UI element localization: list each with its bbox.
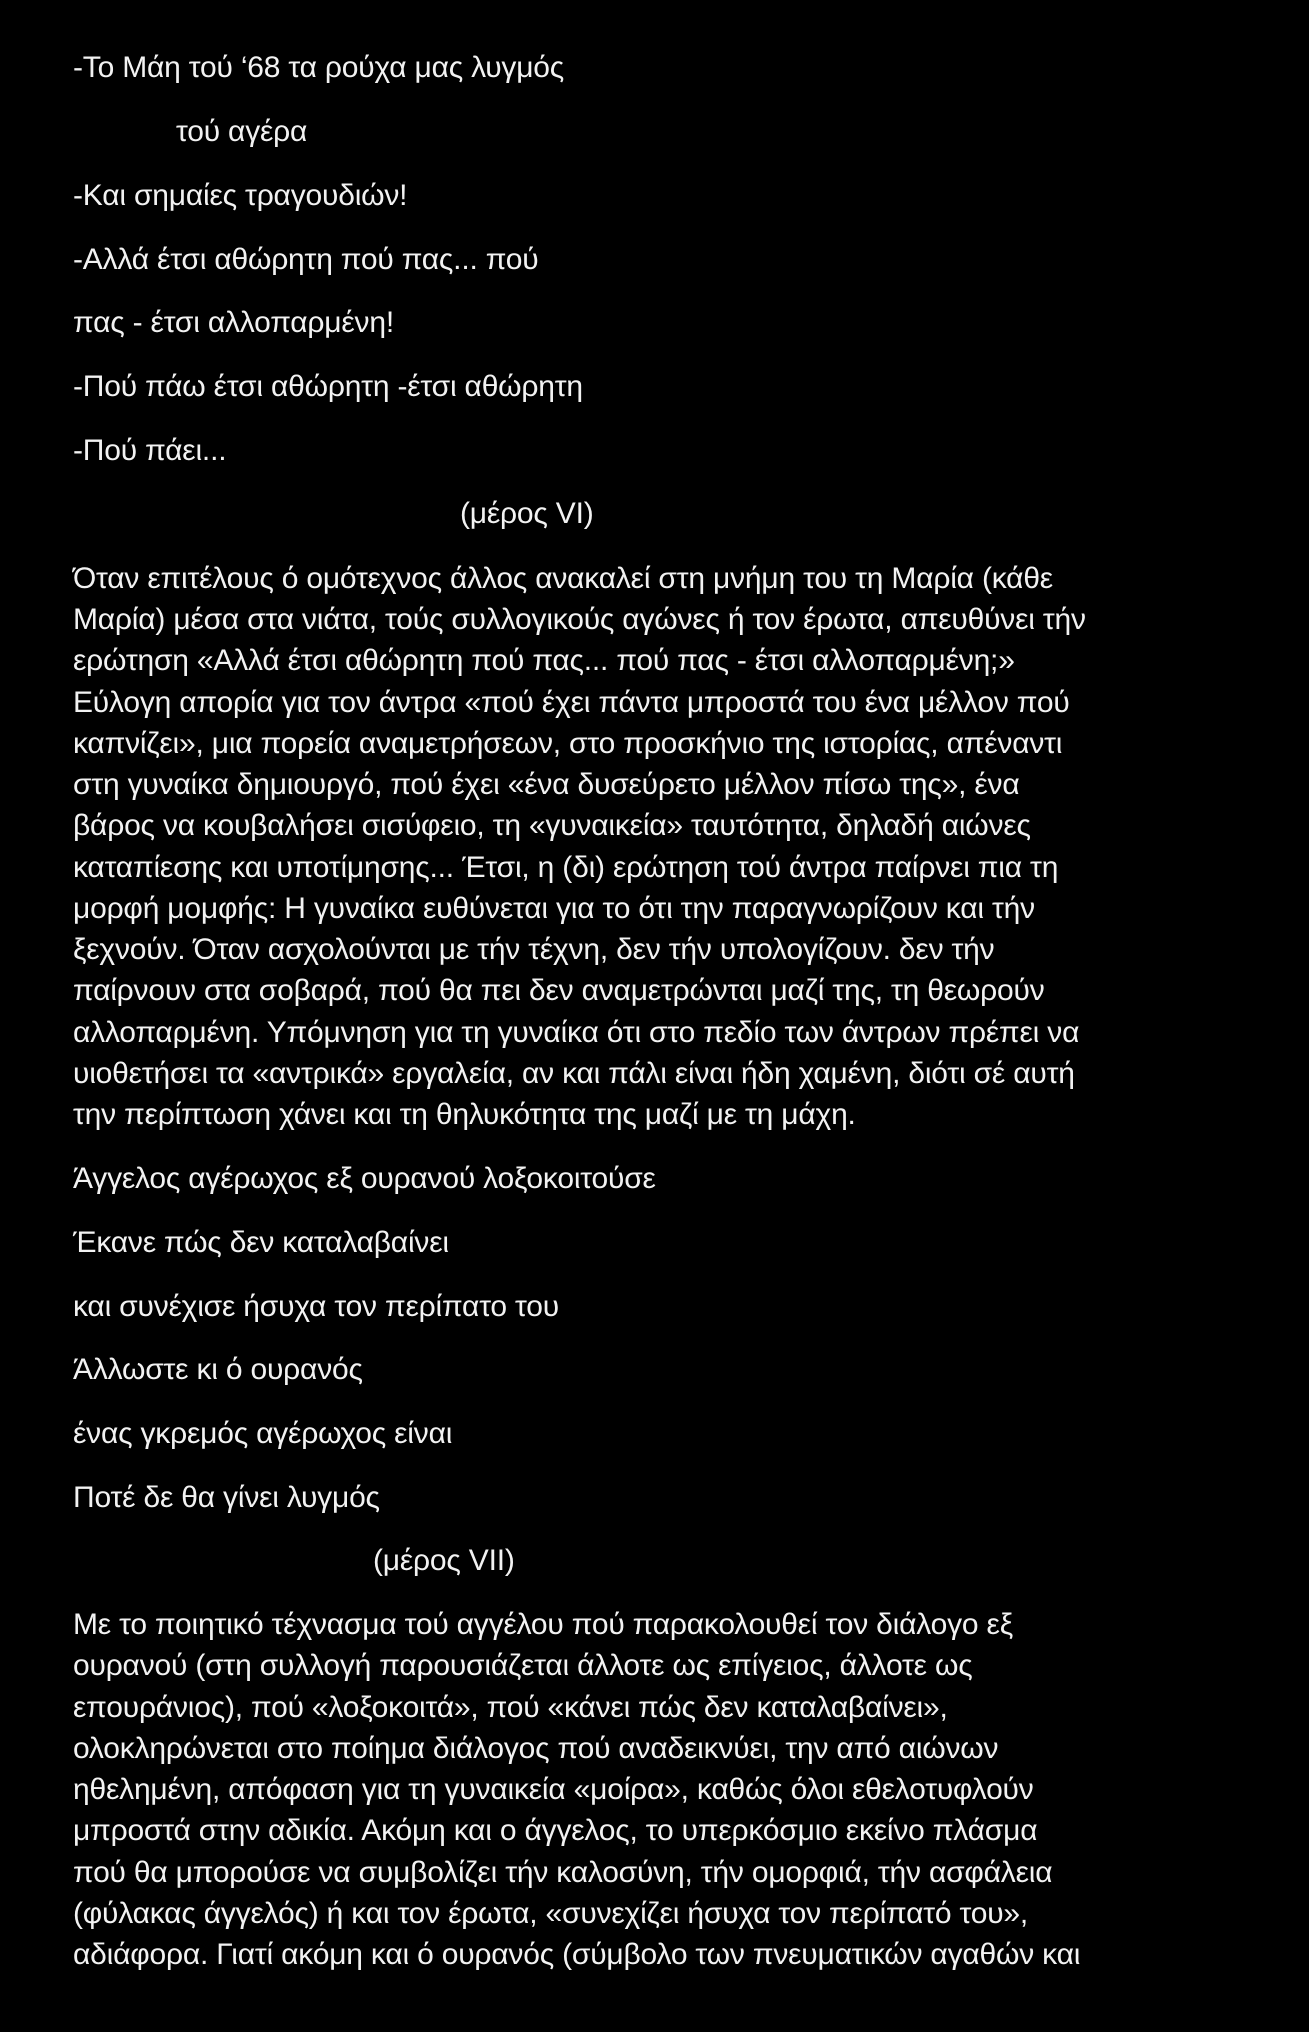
- paragraph-line: Εύλογη απορία για τον άντρα «πού έχει πάντα μπροστά του ένα μέλλον πού: [73, 686, 1070, 719]
- paragraph-line: καπνίζει», μια πορεία αναμετρήσεων, στο προσκήνιο της ιστορίας, απέναντι: [73, 727, 1063, 760]
- paragraph-line: ουρανού (στη συλλογή παρουσιάζεται άλλοτε ως επίγειος, άλλοτε ως: [73, 1649, 973, 1682]
- paragraph-line: Όταν επιτέλους ό ομότεχνος άλλος ανακαλεί στη μνήμη του τη Μαρία (κάθε: [73, 562, 1053, 595]
- poem-line: Έκανε πώς δεν καταλαβαίνει: [73, 1226, 449, 1259]
- poem-line: ένας γκρεμός αγέρωχος είναι: [73, 1417, 453, 1450]
- paragraph-line: παίρνουν στα σοβαρά, πού θα πει δεν αναμετρώνται μαζί της, τη θεωρούν: [73, 974, 1045, 1007]
- poem-line: Ποτέ δε θα γίνει λυγμός: [73, 1481, 380, 1514]
- poem-line: πας - έτσι αλλοπαρμένη!: [73, 306, 394, 339]
- paragraph-line: ηθελημένη, απόφαση για τη γυναικεία «μοίρα», καθώς όλοι εθελοτυφλούν: [73, 1773, 1034, 1806]
- paragraph-line: ξεχνούν. Όταν ασχολούνται με τήν τέχνη, δεν τήν υπολογίζουν. δεν τήν: [73, 933, 995, 966]
- paragraph-line: μπροστά στην αδικία. Ακόμη και ο άγγελος, το υπερκόσμιο εκείνο πλάσμα: [73, 1814, 1038, 1847]
- paragraph-line: πού θα μπορούσε να συμβολίζει τήν καλοσύνη, τήν ομορφιά, τήν ασφάλεια: [73, 1856, 1053, 1889]
- poem-line: -Το Μάη τού ‘68 τα ρούχα μας λυγμός: [73, 51, 565, 84]
- paragraph-line: Μαρία) μέσα στα νιάτα, τούς συλλογικούς αγώνες ή τον έρωτα, απευθύνει τήν: [73, 603, 1086, 636]
- section-heading: (μέρος VI): [460, 497, 594, 530]
- poem-line: -Πού πάει...: [73, 434, 227, 467]
- poem-line: -Και σημαίες τραγουδιών!: [73, 179, 408, 212]
- paragraph-line: μορφή μομφής: Η γυναίκα ευθύνεται για το ότι την παραγνωρίζουν και τήν: [73, 892, 1035, 925]
- paragraph-line: βάρος να κουβαλήσει σισύφειο, τη «γυναικεία» ταυτότητα, δηλαδή αιώνες: [73, 809, 1031, 842]
- paragraph-line: (φύλακας άγγελός) ή και τον έρωτα, «συνεχίζει ήσυχα τον περίπατό του»,: [73, 1897, 1029, 1930]
- paragraph-line: επουράνιος), πού «λοξοκοιτά», πού «κάνει πώς δεν καταλαβαίνει»,: [73, 1691, 948, 1724]
- paragraph-line: Με το ποιητικό τέχνασμα τού αγγέλου πού παρακολουθεί τον διάλογο εξ: [73, 1608, 1013, 1641]
- paragraph-line: την περίπτωση χάνει και τη θηλυκότητα της μαζί με τη μάχη.: [73, 1098, 856, 1131]
- poem-line: Άλλωστε κι ό ουρανός: [73, 1353, 363, 1386]
- poem-line: -Αλλά έτσι αθώρητη πού πας... πού: [73, 243, 539, 276]
- poem-line: -Πού πάω έτσι αθώρητη -έτσι αθώρητη: [73, 370, 583, 403]
- section-heading: (μέρος VII): [373, 1544, 515, 1577]
- poem-line: και συνέχισε ήσυχα τον περίπατο του: [73, 1290, 559, 1323]
- paragraph-line: αλλοπαρμένη. Υπόμνηση για τη γυναίκα ότι στο πεδίο των άντρων πρέπει να: [73, 1016, 1080, 1049]
- paragraph-line: καταπίεσης και υποτίμησης... Έτσι, η (δι) ερώτηση τού άντρα παίρνει πια τη: [73, 851, 1059, 884]
- paragraph-line: υιοθετήσει τα «αντρικά» εργαλεία, αν και πάλι είναι ήδη χαμένη, διότι σέ αυτή: [73, 1057, 1075, 1090]
- paragraph-line: αδιάφορα. Γιατί ακόμη και ό ουρανός (σύμβολο των πνευματικών αγαθών και: [73, 1938, 1081, 1971]
- paragraph-line: στη γυναίκα δημιουργό, πού έχει «ένα δυσεύρετο μέλλον πίσω της», ένα: [73, 768, 1020, 801]
- poem-line: Άγγελος αγέρωχος εξ ουρανού λοξοκοιτούσε: [73, 1162, 656, 1195]
- paragraph-line: ολοκληρώνεται στο ποίημα διάλογος πού αναδεικνύει, την από αιώνων: [73, 1732, 999, 1765]
- paragraph-line: ερώτηση «Αλλά έτσι αθώρητη πού πας... πού πας - έτσι αλλοπαρμένη;»: [73, 644, 1015, 677]
- poem-line: τού αγέρα: [176, 115, 308, 148]
